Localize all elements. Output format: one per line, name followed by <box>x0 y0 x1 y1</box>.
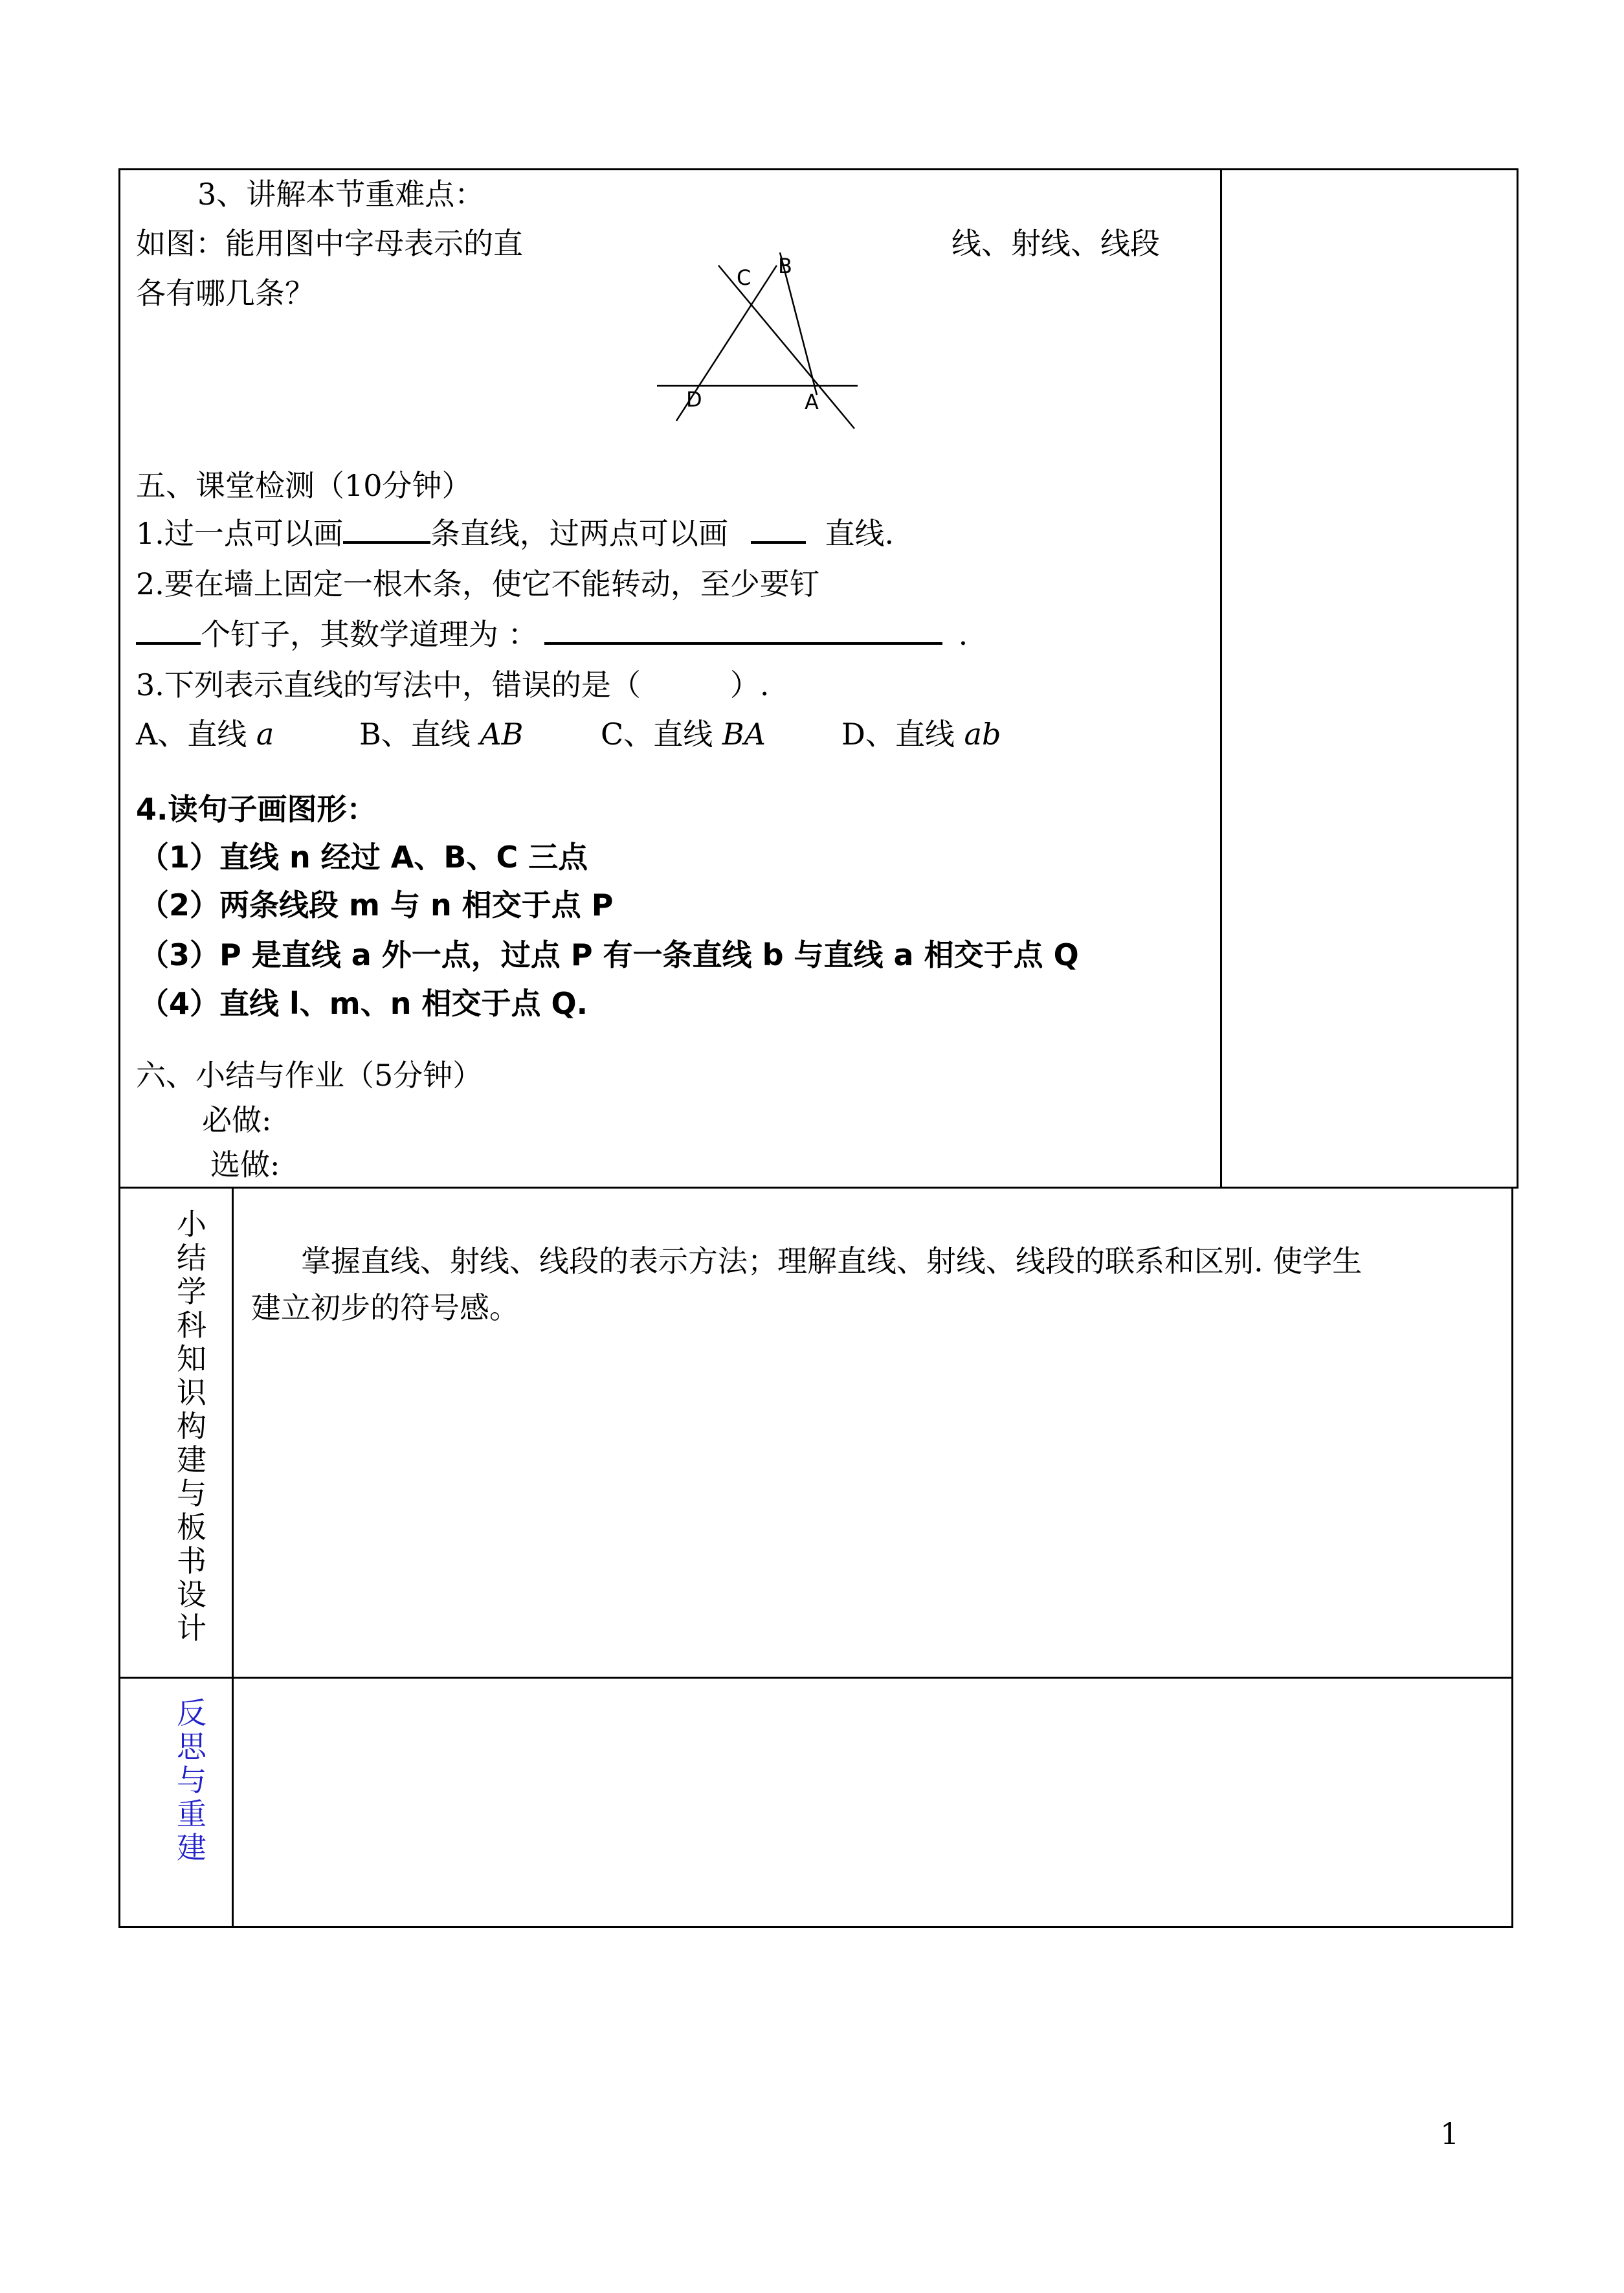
table-border-right-upper <box>1517 168 1518 1188</box>
q1-part3: 直线. <box>825 516 895 551</box>
table-border-right-lower <box>1511 1187 1513 1928</box>
question-4-item-3: （3）P 是直线 a 外一点，过点 P 有一条直线 b 与直线 a 相交于点 Q <box>139 937 1079 972</box>
option-c: C、直线 BA <box>601 717 766 752</box>
question-2-line1: 2.要在墙上固定一根木条，使它不能转动，至少要钉 <box>136 566 819 601</box>
page-number: 1 <box>1440 2116 1460 2151</box>
q2-blank-reason <box>544 616 942 645</box>
q1-part2: 条直线，过两点可以画 <box>430 516 728 551</box>
optional-homework: 选做: <box>210 1147 280 1182</box>
q2-blank-count <box>136 616 201 645</box>
label-column-divider <box>232 1187 234 1928</box>
option-d: D、直线 ab <box>841 717 1001 752</box>
required-homework: 必做: <box>202 1102 272 1137</box>
section3-question-part2: 线、射线、线段 <box>951 226 1160 261</box>
section3-question-part3: 各有哪几条？ <box>136 276 315 311</box>
summary-label: 小结学科知识构建与板书设计 <box>177 1207 206 1646</box>
geometry-figure <box>647 240 867 434</box>
question-1 <box>136 515 894 552</box>
question-4-heading: 4.读句子画图形： <box>136 792 377 827</box>
reflection-label: 反思与重建 <box>177 1695 206 1865</box>
q1-blank-1 <box>343 515 430 544</box>
option-a: A、直线 a <box>136 717 274 752</box>
q1-part1: 1.过一点可以画 <box>136 516 343 551</box>
summary-line-1: 掌握直线、射线、线段的表示方法；理解直线、射线、线段的联系和区别. 使学生 <box>301 1244 1363 1279</box>
label-a: A <box>805 390 819 414</box>
summary-line-2: 建立初步的符号感。 <box>251 1290 519 1325</box>
q2-part2: . <box>958 617 968 652</box>
question-2-line2 <box>136 616 968 653</box>
question-4-item-1: （1）直线 n 经过 A、B、C 三点 <box>139 840 588 875</box>
q2-part1: 个钉子，其数学道理为 ： <box>201 617 538 652</box>
table-border-top <box>118 168 1518 170</box>
table-border-bottom <box>118 1926 1513 1928</box>
row-divider-1 <box>118 1187 1518 1189</box>
row-divider-2 <box>118 1677 1513 1679</box>
label-b: B <box>778 254 792 278</box>
option-b: B、直线 AB <box>359 717 524 752</box>
section5-heading: 五、课堂检测（10分钟） <box>136 468 472 503</box>
label-c: C <box>737 265 751 290</box>
label-d: D <box>686 387 702 412</box>
section3-question-part1: 如图：能用图中字母表示的直 <box>136 226 523 261</box>
question-3: 3.下列表示直线的写法中，错误的是（ ）. <box>136 667 770 702</box>
section6-heading: 六、小结与作业（5分钟） <box>136 1058 483 1093</box>
question-4-item-4: （4）直线 l、m、n 相交于点 Q. <box>139 986 588 1021</box>
question-4-item-2: （2）两条线段 m 与 n 相交于点 P <box>139 888 614 923</box>
column-divider-upper <box>1220 168 1222 1188</box>
q1-blank-2 <box>751 515 806 544</box>
section3-heading: 3、讲解本节重难点： <box>197 177 485 212</box>
table-border-left <box>118 168 120 1928</box>
